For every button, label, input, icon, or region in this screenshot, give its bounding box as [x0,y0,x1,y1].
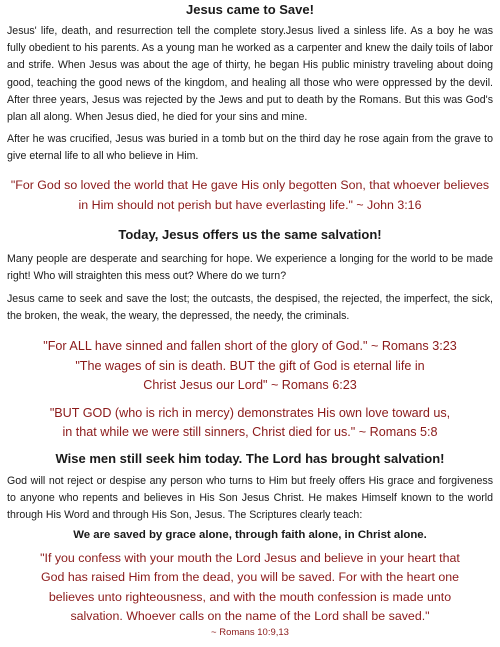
heading-same-salvation: Today, Jesus offers us the same salvation! [118,226,382,242]
quote-romans-10-block [7,549,493,638]
paragraph-searching-hope: Many people are desperate and searching for hope. We experience a longing for the world to be made right! Who will straighten this mess out? Where do we turn? [7,252,493,282]
paragraph-seek-and-save: Jesus came to seek and save the lost; the outcasts, the despised, the rejected, the imperfect, the sick, the broken, the weak, the weary, the depressed, the needy, the criminals. [7,293,493,323]
quote-romans-5-8-line1: "BUT GOD (who is rich in mercy) demonstrates His own love toward us, [49,405,451,420]
quote-romans-10-reference: ~ Romans 10:9,13 [211,626,289,638]
quote-john-3-16: "For God so loved the world that He gave His only begotten Son, that whoever believes in Him should not perish but have everlasting life." ~ John 3:16 [10,177,490,212]
quote-romans-10-line1: "If you confess with your mouth the Lord Jesus and believe in your heart that [40,550,460,565]
quote-romans-10-line3: believes unto righteousness, and with the mouth confession is made unto [48,589,452,604]
quote-romans-10-line2: God has raised Him from the dead, you will be saved. For with the heart one [40,570,460,585]
quote-romans-5-8-block [7,404,493,443]
heading-wise-men: Wise men still seek him today. The Lord has brought salvation! [55,450,445,466]
quote-romans-6-23-line1: "The wages of sin is death. BUT the gift of God is eternal life in [75,358,425,373]
quote-romans-3-23: "For ALL have sinned and fallen short of the glory of God." ~ Romans 3:23 [43,339,457,354]
quote-romans-5-8-line2: in that while we were still sinners, Christ died for us." ~ Romans 5:8 [62,425,438,440]
paragraph-resurrection: After he was crucified, Jesus was buried in a tomb but on the third day he rose again from the grave to give eternal life to all who believe in Him. [7,133,493,163]
heading-saved-by-grace: We are saved by grace alone, through faith alone, in Christ alone. [73,528,427,541]
document-page [7,0,493,638]
quote-romans-6-23-line2: Christ Jesus our Lord" ~ Romans 6:23 [143,378,357,393]
paragraph-life-of-jesus: Jesus' life, death, and resurrection tell the complete story.Jesus lived a sinless life. As a boy he was fully obedient to his parents. As a young man he worked as a carpenter and knew the daily toils of labor and strife. When Jesus was about the age of thirty, he began His public ministry traveling about doing good, teaching the good news of the kingdom, and healing all those who were oppressed by the devil. After three years, Jesus was rejected by the Jews and put to death by the Romans. But this was God's plan all along. When Jesus died, he died for your sins and mine. [7,25,493,124]
quote-romans-10-line4: salvation. Whoever calls on the name of the Lord shall be saved." [70,609,430,624]
paragraph-god-will-not-reject: God will not reject or despise any person who turns to Him but freely offers His grace and forgiveness to anyone who repents and believes in His Son Jesus Christ. He makes Himself known to the world through His Word and through His Son, Jesus. The Scriptures clearly teach: [7,474,493,522]
page-title: Jesus came to Save! [186,2,314,17]
quote-romans-block [7,337,493,396]
